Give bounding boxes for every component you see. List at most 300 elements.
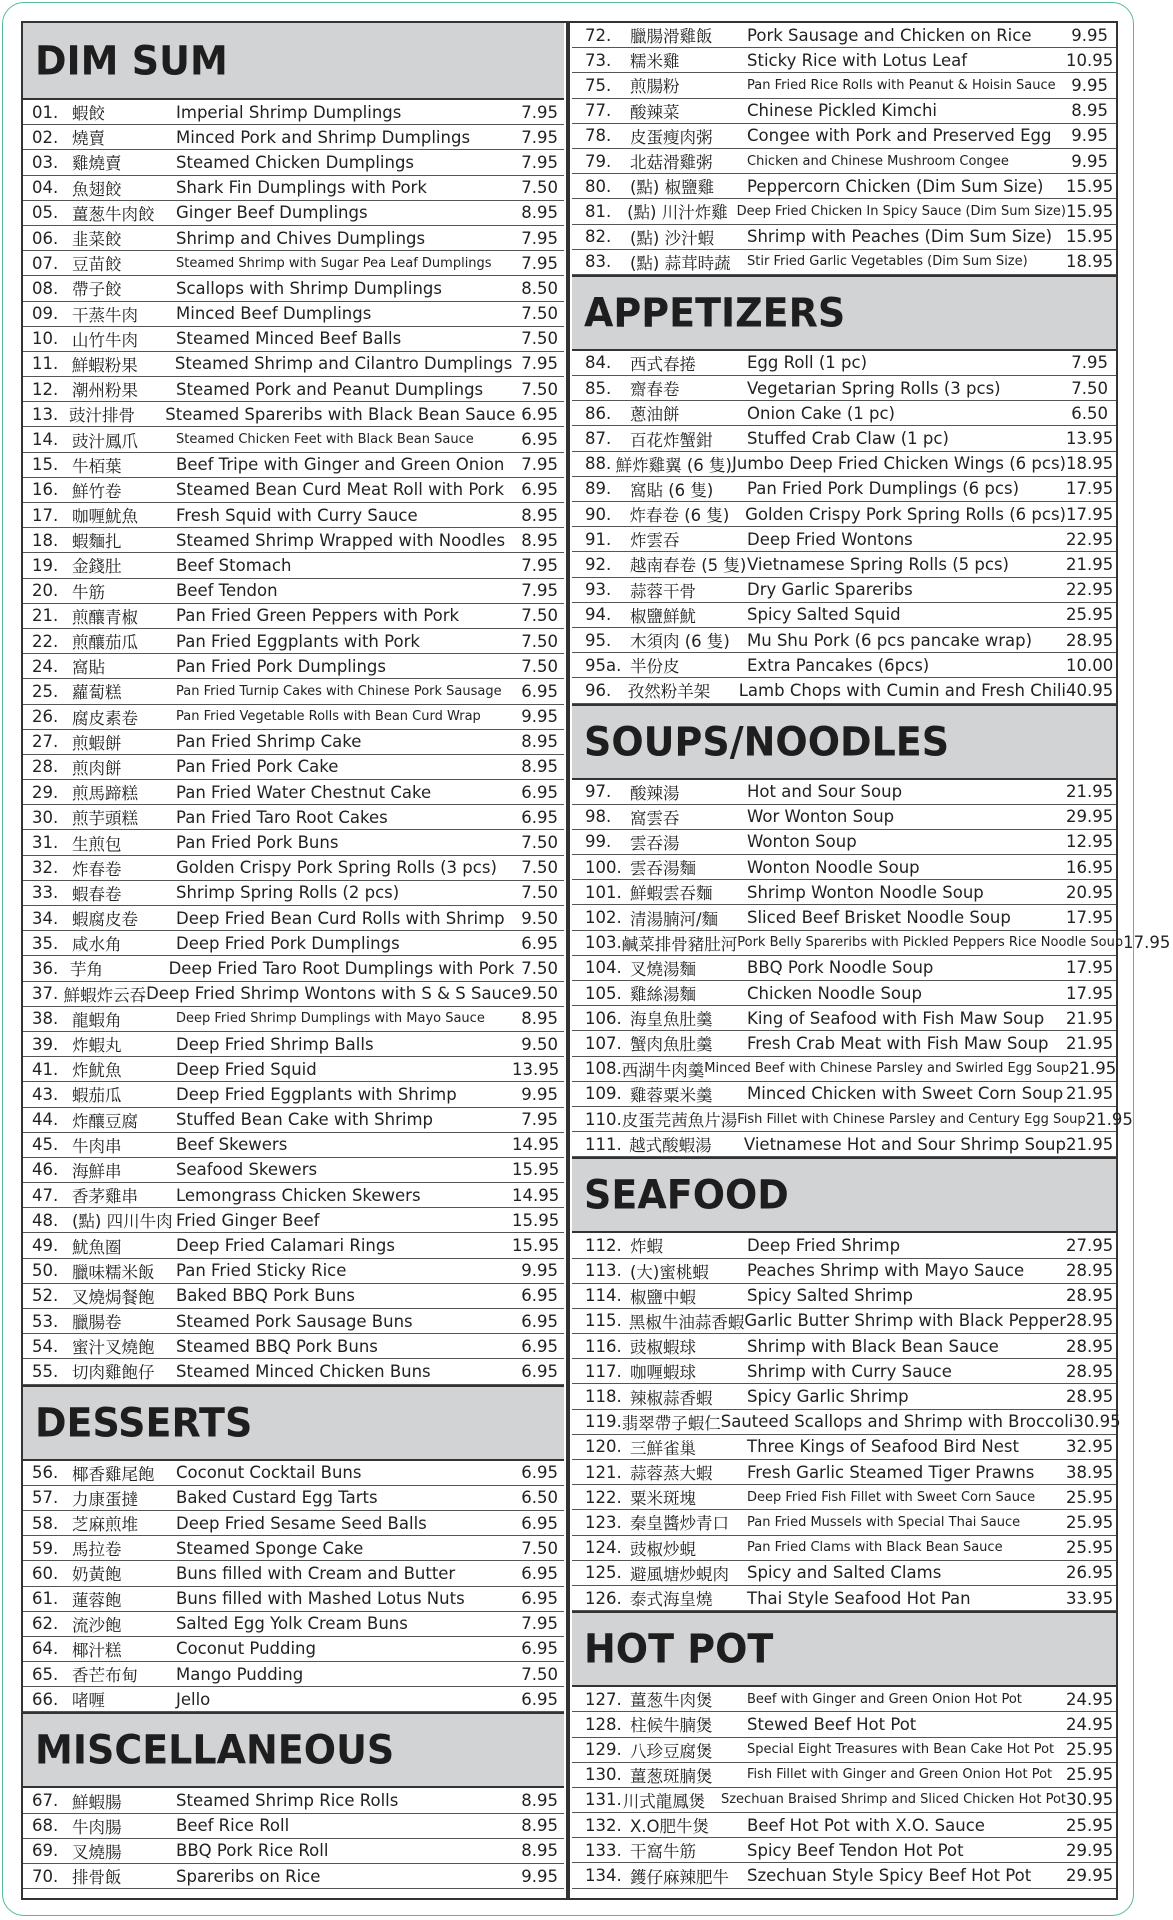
menu-item-row	[572, 174, 1116, 199]
item-price: 25.95	[1066, 1487, 1114, 1507]
item-english-name: Shrimp with Peaches (Dim Sum Size)	[747, 227, 1053, 247]
item-number: 05.	[32, 203, 59, 223]
item-english-name: Steamed Spareribs with Black Bean Sauce	[165, 404, 516, 424]
menu-item-row	[572, 1384, 1116, 1409]
menu-item-row	[572, 1132, 1116, 1157]
item-chinese-name: 雲吞湯	[630, 833, 680, 853]
menu-item-row	[572, 1334, 1116, 1359]
item-price: 7.95	[1071, 353, 1108, 373]
item-price: 6.95	[521, 430, 558, 450]
item-price: 7.50	[521, 1538, 558, 1558]
item-english-name: Mu Shu Pork (6 pcs pancake wrap)	[747, 630, 1033, 650]
item-english-name: Stir Fried Garlic Vegetables (Dim Sum Size)	[747, 254, 1028, 270]
menu-item-row	[572, 1460, 1116, 1485]
item-chinese-name: 韭菜餃	[72, 230, 122, 250]
menu-item-row	[572, 931, 1171, 956]
item-price: 7.95	[521, 555, 558, 575]
menu-item-row	[23, 1032, 564, 1057]
item-price: 10.95	[1066, 50, 1114, 70]
item-number: 38.	[32, 1009, 59, 1029]
item-chinese-name: (點) 沙汁蝦	[630, 228, 715, 248]
item-chinese-name: 木須肉 (6 隻)	[630, 632, 730, 652]
item-price: 6.95	[521, 1361, 558, 1381]
item-chinese-name: 炸魷魚	[72, 1061, 122, 1081]
item-price: 8.95	[521, 505, 558, 525]
menu-item-row	[23, 352, 564, 377]
item-price: 32.95	[1066, 1437, 1114, 1457]
item-english-name: Sauteed Scallops and Shrimp with Broccoli	[720, 1412, 1074, 1432]
item-chinese-name: 避風塘炒蜆肉	[630, 1564, 729, 1584]
item-number: 72.	[585, 25, 612, 45]
item-price: 7.50	[521, 833, 558, 853]
item-english-name: Fish Fillet with Ginger and Green Onion Hot Pot	[747, 1767, 1053, 1783]
item-english-name: Hot and Sour Soup	[747, 782, 903, 802]
item-english-name: Pan Fried Rice Rolls with Peanut & Hoisin Sauce	[747, 77, 1056, 93]
menu-item-row	[23, 805, 564, 830]
item-chinese-name: 山竹牛肉	[72, 330, 138, 350]
item-chinese-name: 蒜蓉干骨	[630, 581, 696, 601]
menu-item-row	[23, 730, 564, 755]
item-english-name: Seafood Skewers	[176, 1160, 318, 1180]
item-chinese-name: 煎芋頭糕	[72, 809, 138, 829]
item-number: 132.	[585, 1815, 622, 1835]
menu-item-row	[23, 1334, 564, 1359]
item-price: 17.95	[1066, 479, 1114, 499]
item-number: 108.	[585, 1059, 622, 1079]
item-chinese-name: 臘腸卷	[72, 1313, 122, 1333]
item-english-name: Steamed Pork and Peanut Dumplings	[176, 379, 484, 399]
item-english-name: Minced Beef with Chinese Parsley and Swirled Egg Soup	[704, 1061, 1069, 1077]
item-price: 9.95	[521, 1261, 558, 1281]
item-english-name: Mango Pudding	[176, 1664, 304, 1684]
item-chinese-name: 蒜蓉蒸大蝦	[630, 1464, 713, 1484]
item-chinese-name: 越南春卷 (5 隻)	[630, 556, 747, 576]
item-number: 87.	[585, 429, 612, 449]
item-english-name: Chicken and Chinese Mushroom Congee	[747, 153, 1009, 169]
item-english-name: Fish Fillet with Chinese Parsley and Century Egg Soup	[737, 1111, 1086, 1127]
item-english-name: Three Kings of Seafood Bird Nest	[747, 1437, 1019, 1457]
menu-item-row	[23, 1587, 564, 1612]
item-english-name: Pan Fried Vegetable Rolls with Bean Curd Wrap	[176, 709, 481, 725]
item-chinese-name: 半份皮	[630, 657, 680, 677]
item-price: 7.50	[521, 883, 558, 903]
item-english-name: Fresh Squid with Curry Sauce	[176, 505, 418, 525]
item-price: 15.95	[1066, 227, 1114, 247]
item-price: 6.95	[521, 681, 558, 701]
item-chinese-name: 三鮮雀巢	[630, 1438, 696, 1458]
item-price: 7.50	[521, 606, 558, 626]
menu-item-row	[572, 199, 1116, 224]
item-english-name: Steamed Shrimp and Cilantro Dumplings	[174, 354, 513, 374]
item-price: 26.95	[1066, 1563, 1114, 1583]
item-chinese-name: (點) 川汁炸雞	[627, 203, 728, 223]
item-english-name: Vietnamese Spring Rolls (5 pcs)	[747, 554, 1009, 574]
item-chinese-name: 薑葱斑腩煲	[630, 1766, 713, 1786]
menu-item-row	[572, 527, 1116, 552]
item-number: 68.	[32, 1816, 59, 1836]
item-english-name: Coconut Pudding	[176, 1639, 316, 1659]
item-chinese-name: 燒賣	[72, 129, 105, 149]
item-number: 118.	[585, 1387, 622, 1407]
item-price: 24.95	[1066, 1689, 1114, 1709]
item-price: 9.50	[521, 984, 558, 1004]
item-english-name: Congee with Pork and Preserved Egg	[747, 126, 1052, 146]
item-chinese-name: 叉燒湯麵	[630, 959, 696, 979]
menu-item-row	[572, 628, 1116, 653]
item-number: 112.	[585, 1235, 622, 1255]
item-english-name: Special Eight Treasures with Bean Cake Hot Pot	[747, 1742, 1055, 1758]
item-price: 9.50	[521, 1034, 558, 1054]
item-price: 28.95	[1066, 1361, 1114, 1381]
item-number: 33.	[32, 883, 59, 903]
item-english-name: Szechuan Style Spicy Beef Hot Pot	[747, 1866, 1032, 1886]
item-price: 25.95	[1066, 1512, 1114, 1532]
item-price: 6.95	[521, 782, 558, 802]
item-number: 130.	[585, 1765, 622, 1785]
item-english-name: Jumbo Deep Fried Chicken Wings (6 pcs)	[732, 454, 1066, 474]
item-price: 18.95	[1066, 454, 1114, 474]
item-number: 44.	[32, 1110, 59, 1130]
menu-item-row	[572, 830, 1116, 855]
item-number: 80.	[585, 176, 612, 196]
item-english-name: Shrimp with Black Bean Sauce	[747, 1336, 999, 1356]
item-price: 22.95	[1066, 529, 1114, 549]
item-price: 15.95	[512, 1236, 560, 1256]
menu-item-row	[572, 578, 1116, 603]
item-chinese-name: 豆苗餃	[72, 255, 122, 275]
item-english-name: Shrimp with Curry Sauce	[747, 1361, 952, 1381]
menu-item-row	[23, 1461, 564, 1486]
item-english-name: Deep Fried Shrimp	[747, 1235, 901, 1255]
item-chinese-name: (點) 四川牛肉	[72, 1212, 173, 1232]
item-number: 04.	[32, 178, 59, 198]
item-price: 29.95	[1066, 807, 1114, 827]
item-number: 89.	[585, 479, 612, 499]
item-english-name: Deep Fried Pork Dumplings	[176, 933, 400, 953]
item-price: 17.95	[1066, 958, 1114, 978]
item-number: 109.	[585, 1084, 622, 1104]
menu-item-row	[572, 426, 1116, 451]
item-price: 7.95	[521, 152, 558, 172]
menu-item-row	[572, 1031, 1116, 1056]
section-title: SOUPS/NOODLES	[584, 718, 950, 765]
menu-item-row	[572, 905, 1116, 930]
item-english-name: Deep Fried Squid	[176, 1059, 317, 1079]
item-english-name: Minced Beef Dumplings	[176, 304, 372, 324]
item-number: 100.	[585, 857, 622, 877]
item-chinese-name: 西式春捲	[630, 354, 696, 374]
item-english-name: Spicy and Salted Clams	[747, 1563, 942, 1583]
item-number: 93.	[585, 580, 612, 600]
item-number: 46.	[32, 1160, 59, 1180]
item-price: 7.95	[521, 1614, 558, 1634]
item-price: 7.50	[521, 304, 558, 324]
item-chinese-name: 椒鹽鮮魷	[630, 606, 696, 626]
item-number: 18.	[32, 530, 59, 550]
menu-item-row	[572, 149, 1116, 174]
menu-item-row	[23, 830, 564, 855]
item-english-name: Steamed BBQ Pork Buns	[176, 1336, 378, 1356]
item-english-name: Deep Fried Chicken In Spicy Sauce (Dim Sum Size)	[736, 203, 1066, 219]
item-number: 07.	[32, 253, 59, 273]
item-english-name: Pork Belly Spareribs with Pickled Peppers Rice Noodle Soup	[737, 935, 1124, 951]
item-chinese-name: 柱候牛腩煲	[630, 1716, 713, 1736]
item-price: 8.95	[521, 530, 558, 550]
item-chinese-name: 粟米斑塊	[630, 1489, 696, 1509]
item-number: 82.	[585, 227, 612, 247]
item-number: 30.	[32, 807, 59, 827]
menu-item-row	[23, 956, 564, 981]
item-number: 91.	[585, 529, 612, 549]
menu-item-row	[23, 1158, 564, 1183]
item-price: 6.95	[521, 1513, 558, 1533]
item-english-name: Steamed Minced Beef Balls	[176, 329, 402, 349]
section-header-miscellaneous	[23, 1712, 564, 1788]
item-chinese-name: 海鮮串	[72, 1161, 122, 1181]
item-price: 21.95	[1085, 1109, 1133, 1129]
item-english-name: Baked Custard Egg Tarts	[176, 1488, 378, 1508]
item-chinese-name: 牛栢葉	[72, 456, 122, 476]
item-number: 84.	[585, 353, 612, 373]
item-english-name: Golden Crispy Pork Spring Rolls (6 pcs)	[745, 504, 1066, 524]
menu-item-row	[23, 780, 564, 805]
item-price: 8.95	[1071, 101, 1108, 121]
item-english-name: Peaches Shrimp with Mayo Sauce	[747, 1261, 1025, 1281]
item-english-name: Pan Fried Pork Cake	[176, 757, 339, 777]
menu-item-row	[572, 351, 1116, 376]
item-number: 85.	[585, 378, 612, 398]
menu-item-row	[572, 401, 1116, 426]
menu-item-row	[572, 956, 1116, 981]
menu-item-row	[572, 1284, 1116, 1309]
item-number: 133.	[585, 1840, 622, 1860]
item-chinese-name: 鑊仔麻辣肥牛	[630, 1867, 729, 1887]
item-chinese-name: X.O肥牛煲	[630, 1817, 710, 1837]
item-english-name: Vietnamese Hot and Sour Shrimp Soup	[743, 1134, 1066, 1154]
section-title: DIM SUM	[35, 37, 228, 84]
item-number: 24.	[32, 656, 59, 676]
menu-item-row	[23, 276, 564, 301]
menu-item-row	[23, 528, 564, 553]
item-english-name: Deep Fried Shrimp Balls	[176, 1034, 374, 1054]
item-number: 16.	[32, 480, 59, 500]
item-price: 6.95	[521, 933, 558, 953]
menu-item-row	[23, 1687, 564, 1712]
item-price: 6.95	[521, 1639, 558, 1659]
item-price: 7.95	[521, 228, 558, 248]
item-chinese-name: 鹹菜排骨豬肚河	[621, 934, 738, 954]
item-number: 39.	[32, 1034, 59, 1054]
item-chinese-name: 鮮蝦腸	[72, 1792, 122, 1812]
item-price: 7.50	[521, 631, 558, 651]
item-chinese-name: 窩貼 (6 隻)	[630, 480, 714, 500]
item-number: 08.	[32, 278, 59, 298]
item-chinese-name: 翡翠帶子蝦仁	[621, 1413, 721, 1433]
menu-item-row	[572, 502, 1116, 527]
left-column	[23, 23, 564, 1889]
item-chinese-name: 蟹肉魚肚羹	[630, 1035, 713, 1055]
item-chinese-name: 北菇滑雞粥	[630, 153, 713, 173]
item-chinese-name: 金錢肚	[72, 557, 122, 577]
item-chinese-name: 炸春卷 (6 隻)	[629, 506, 730, 526]
item-number: 129.	[585, 1740, 622, 1760]
item-english-name: Sliced Beef Brisket Noodle Soup	[747, 908, 1011, 928]
item-number: 43.	[32, 1084, 59, 1104]
item-number: 64.	[32, 1639, 59, 1659]
item-english-name: Stewed Beef Hot Pot	[747, 1714, 917, 1734]
item-english-name: Pan Fried Shrimp Cake	[176, 732, 362, 752]
section-title: MISCELLANEOUS	[35, 1727, 395, 1774]
item-chinese-name: 龍蝦角	[72, 1010, 122, 1030]
menu-item-row	[572, 653, 1116, 678]
item-number: 67.	[32, 1791, 59, 1811]
item-english-name: Dry Garlic Spareribs	[747, 580, 913, 600]
item-chinese-name: 香芒布甸	[72, 1666, 138, 1686]
item-number: 75.	[585, 75, 612, 95]
item-english-name: Deep Fried Bean Curd Rolls with Shrimp	[176, 908, 505, 928]
item-english-name: Steamed Bean Curd Meat Roll with Pork	[176, 480, 505, 500]
menu-item-row	[23, 327, 564, 352]
item-number: 120.	[585, 1437, 622, 1457]
item-chinese-name: 炸雲吞	[630, 531, 680, 551]
item-english-name: Chicken Noodle Soup	[747, 983, 922, 1003]
item-chinese-name: 煎釀青椒	[72, 607, 138, 627]
menu-item-row	[572, 1712, 1116, 1737]
item-price: 8.95	[521, 757, 558, 777]
section-title: APPETIZERS	[584, 289, 846, 336]
menu-item-row	[572, 1536, 1116, 1561]
item-price: 7.95	[521, 1110, 558, 1130]
section-title: SEAFOOD	[584, 1172, 789, 1219]
item-english-name: Sticky Rice with Lotus Leaf	[747, 50, 968, 70]
item-price: 6.95	[521, 1463, 558, 1483]
item-number: 126.	[585, 1588, 622, 1608]
item-number: 117.	[585, 1361, 622, 1381]
item-price: 40.95	[1066, 680, 1114, 700]
menu-item-row	[23, 705, 564, 730]
item-price: 16.95	[1066, 857, 1114, 877]
item-number: 78.	[585, 126, 612, 146]
item-price: 25.95	[1066, 1765, 1114, 1785]
item-english-name: Stuffed Bean Cake with Shrimp	[176, 1110, 434, 1130]
menu-item-row	[23, 629, 564, 654]
item-number: 11.	[32, 354, 59, 374]
item-number: 119.	[585, 1412, 622, 1432]
menu-item-row	[23, 1284, 564, 1309]
menu-item-row	[572, 1561, 1116, 1586]
item-english-name: Deep Fried Fish Fillet with Sweet Corn Sauce	[747, 1489, 1036, 1505]
item-number: 27.	[32, 732, 59, 752]
menu-item-row	[572, 1259, 1116, 1284]
menu-item-row	[23, 201, 564, 226]
item-price: 9.95	[521, 1084, 558, 1104]
menu-item-row	[23, 150, 564, 175]
item-number: 110.	[585, 1109, 622, 1129]
item-price: 17.95	[1066, 908, 1114, 928]
item-number: 127.	[585, 1689, 622, 1709]
item-english-name: Pan Fried Pork Buns	[176, 833, 339, 853]
menu-item-row	[23, 1536, 564, 1561]
item-chinese-name: 豉椒炒蜆	[630, 1539, 696, 1559]
item-price: 7.50	[521, 858, 558, 878]
menu-item-row	[23, 1788, 564, 1813]
menu-item-row	[23, 377, 564, 402]
item-price: 21.95	[1066, 782, 1114, 802]
item-price: 7.50	[521, 958, 558, 978]
item-chinese-name: 奶黃飽	[72, 1565, 122, 1585]
item-english-name: Egg Roll (1 pc)	[747, 353, 868, 373]
menu-item-row	[572, 1485, 1116, 1510]
item-number: 113.	[585, 1261, 622, 1281]
menu-item-row	[23, 1359, 564, 1384]
item-number: 79.	[585, 151, 612, 171]
item-number: 15.	[32, 455, 59, 475]
menu-item-row	[23, 1486, 564, 1511]
item-chinese-name: 豉汁鳳爪	[72, 431, 138, 451]
item-english-name: Stuffed Crab Claw (1 pc)	[747, 429, 949, 449]
item-price: 6.50	[1071, 403, 1108, 423]
item-number: 125.	[585, 1563, 622, 1583]
item-english-name: Beef Tripe with Ginger and Green Onion	[176, 455, 505, 475]
section-title: HOT POT	[584, 1626, 774, 1673]
item-price: 25.95	[1066, 1815, 1114, 1835]
menu-item-row	[23, 1208, 564, 1233]
item-number: 101.	[585, 882, 622, 902]
item-number: 104.	[585, 958, 622, 978]
item-english-name: Fresh Crab Meat with Fish Maw Soup	[747, 1033, 1049, 1053]
item-number: 105.	[585, 983, 622, 1003]
item-english-name: Lemongrass Chicken Skewers	[176, 1185, 421, 1205]
item-chinese-name: (點) 蒜茸時蔬	[630, 253, 731, 273]
menu-item-row	[23, 1864, 564, 1889]
item-chinese-name: 椰汁糕	[72, 1640, 122, 1660]
item-english-name: Deep Fried Calamari Rings	[176, 1236, 395, 1256]
item-english-name: Fried Ginger Beef	[176, 1210, 320, 1230]
item-number: 29.	[32, 782, 59, 802]
item-price: 6.95	[521, 1336, 558, 1356]
menu-item-row	[572, 376, 1116, 401]
item-number: 99.	[585, 832, 612, 852]
item-price: 20.95	[1066, 882, 1114, 902]
item-chinese-name: 百花炸蟹鉗	[630, 430, 713, 450]
menu-item-row	[572, 23, 1116, 48]
item-chinese-name: 雞絲湯麵	[630, 985, 696, 1005]
item-number: 95.	[585, 630, 612, 650]
item-chinese-name: 皮蛋芫茜魚片湯	[621, 1111, 738, 1131]
item-number: 21.	[32, 606, 59, 626]
item-price: 8.95	[521, 1009, 558, 1029]
menu-item-row	[572, 1863, 1116, 1888]
menu-item-row	[572, 99, 1116, 124]
item-number: 13.	[32, 404, 59, 424]
item-number: 88.	[585, 454, 612, 474]
item-chinese-name: 排骨飯	[72, 1868, 122, 1888]
item-chinese-name: 蝦麵扎	[72, 532, 122, 552]
item-price: 25.95	[1066, 1538, 1114, 1558]
item-number: 116.	[585, 1336, 622, 1356]
item-english-name: Steamed Shrimp Wrapped with Noodles	[176, 530, 506, 550]
item-english-name: Scallops with Shrimp Dumplings	[176, 278, 442, 298]
item-number: 103.	[585, 933, 622, 953]
item-price: 24.95	[1066, 1714, 1114, 1734]
item-price: 21.95	[1066, 1134, 1114, 1154]
menu-item-row	[572, 1586, 1116, 1611]
menu-item-row	[572, 1309, 1116, 1334]
item-number: 58.	[32, 1513, 59, 1533]
menu-item-row	[572, 603, 1116, 628]
item-english-name: Baked BBQ Pork Buns	[176, 1286, 356, 1306]
menu-item-row	[572, 1435, 1116, 1460]
